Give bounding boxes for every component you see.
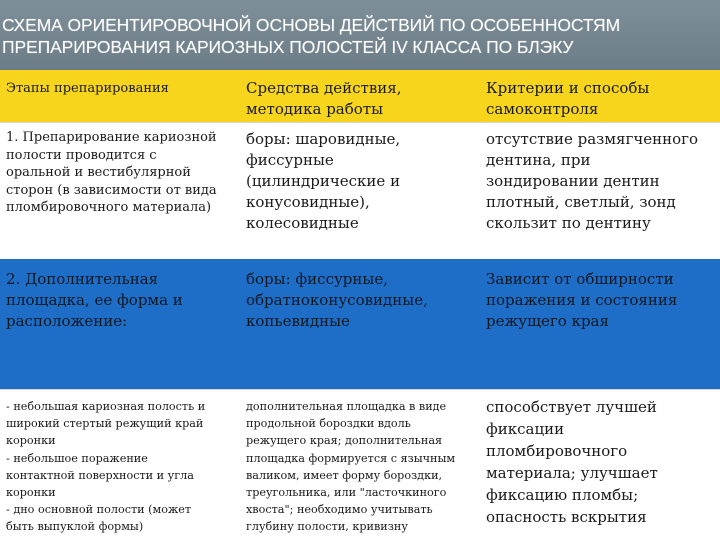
stage-cell: - небольшая кариозная полость и широкий стертый режущий край коронки - небольшое поражение контактной поверхности и угла коронки - дно основной полости (может быть выпуклой формы) [6,400,206,534]
table-header-row [0,70,720,122]
header-means: Средства действия, методика работы [246,79,402,118]
criteria-cell: Зависит от обширности поражения и состояния режущего края [486,270,678,330]
actions-table [0,70,720,540]
title-band [0,0,720,70]
table-row [0,122,720,259]
header-criteria: Критерии и способы самоконтроля [486,79,650,118]
table-row [0,389,720,540]
header-stages: Этапы препарирования [6,81,169,96]
stage-cell: 2. Дополнительная площадка, ее форма и расположение: [6,270,183,330]
criteria-cell: отсутствие размягченного дентина, при зондировании дентин плотный, светлый, зонд скользит по дентину [486,130,699,232]
slide-title: СХЕМА ОРИЕНТИРОВОЧНОЙ ОСНОВЫ ДЕЙСТВИЙ ПО ОСОБЕННОСТЯМ ПРЕПАРИРОВАНИЯ КАРИОЗНЫХ ПОЛОСТЕЙ IV КЛАССА ПО БЛЭКУ [2,15,621,57]
table-row-highlighted [0,259,720,389]
stage-cell: 1. Препарирование кариозной полости проводится с оральной и вестибулярной сторон (в зависимости от вида пломбировочного материала) [6,130,217,215]
means-cell: боры: шаровидные, фиссурные (цилиндрические и конусовидные), колесовидные [246,130,401,232]
means-cell: дополнительная площадка в виде продольной бороздки вдоль режущего края; дополнительная площадка формируется с язычным валиком, имеет форму бороздки, треугольника, или "ласточкиного хвоста"; необходимо учитывать глубину полости, кривизну [246,400,456,534]
means-cell: боры: фиссурные, обратноконусовидные, копьевидные [246,270,428,330]
criteria-cell: способствует лучшей фиксации пломбировочного материала; улучшает фиксацию пломбы; опасность вскрытия [486,398,658,526]
